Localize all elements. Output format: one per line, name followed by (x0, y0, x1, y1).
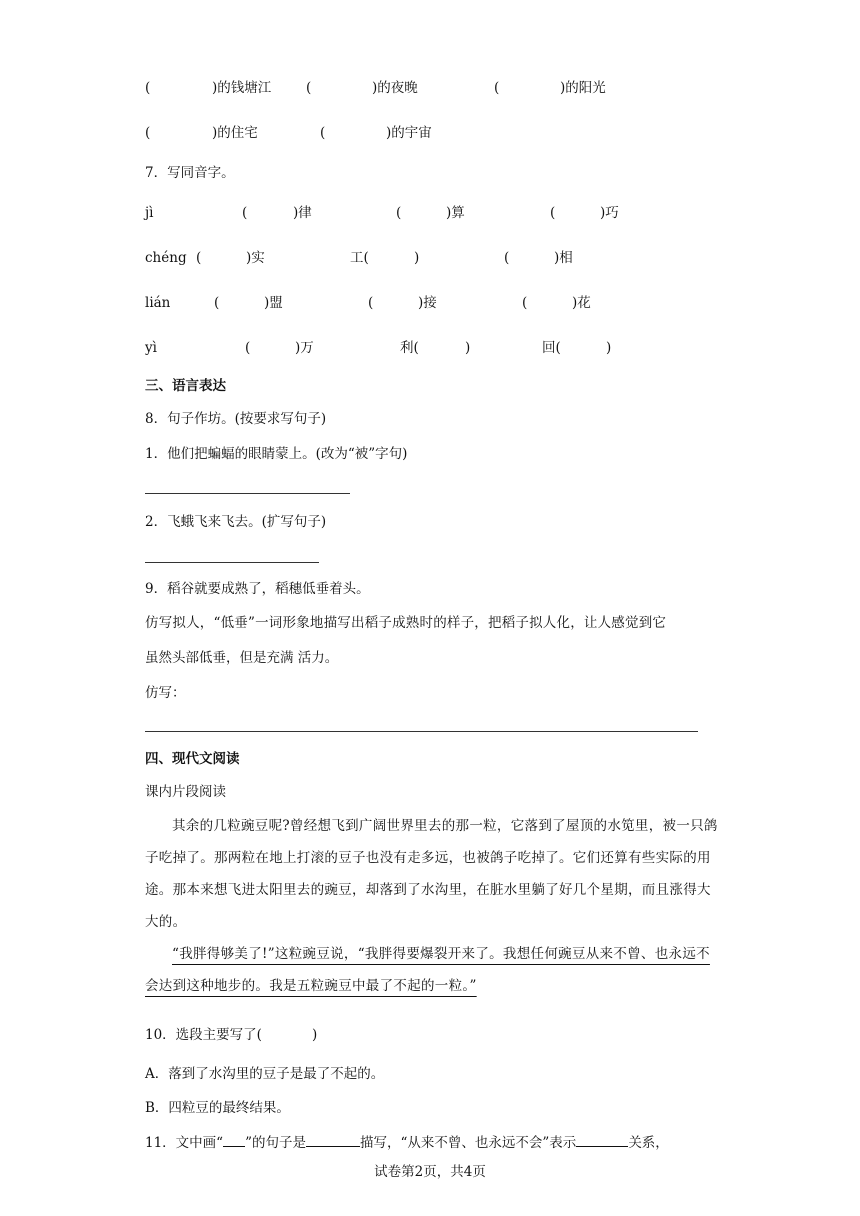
q7-item: )相 (554, 250, 573, 266)
fill-blank[interactable] (576, 1132, 628, 1147)
q7-title: 7．写同音字。 (145, 165, 235, 181)
reading-label: 课内片段阅读 (145, 784, 226, 800)
q7-item: )实 (246, 250, 265, 266)
paren-open: ( (306, 80, 312, 96)
option-a[interactable]: A．落到了水沟里的豆子是最了不起的。 (145, 1066, 385, 1082)
underline-sample (223, 1132, 245, 1147)
q6-item: )的宇宙 (386, 125, 432, 141)
q7-item: )万 (295, 340, 314, 356)
paren-open: ( (196, 250, 202, 266)
answer-line[interactable] (145, 493, 350, 494)
q6-item: )的夜晚 (372, 80, 418, 96)
reading-passage (145, 810, 720, 1002)
paren-open: ( (494, 80, 500, 96)
q8-title: 8．句子作坊。(按要求写句子) (145, 411, 327, 427)
q7-item: 利( (400, 340, 419, 356)
q6-item: )的钱塘江 (212, 80, 272, 96)
q9-title: 9．稻谷就要成熟了，稻穗低垂着头。 (145, 581, 370, 597)
fill-blank[interactable] (306, 1132, 360, 1147)
paren-open: ( (320, 125, 326, 141)
pinyin: jì (145, 205, 154, 221)
q9-description: 虽然头部低垂，但是充满 活力。 (145, 650, 339, 666)
pinyin: lián (145, 295, 171, 311)
q11-text: 11．文中画“ ”的句子是 描写，“从来不曾、也永远不会”表示 关系， (145, 1132, 669, 1153)
paren-open: ( (242, 205, 248, 221)
paren-close: ) (606, 340, 612, 356)
option-b[interactable]: B．四粒豆的最终结果。 (145, 1100, 290, 1116)
underlined-sentence: “我胖得够美了!”这粒豌豆说，“我胖得要爆裂开来了。我想任何豌豆从来不曾、也永远不会达到这种地步的。我是五粒豌豆中最了不起的一粒。” (145, 946, 710, 994)
paren-close: ) (414, 250, 420, 266)
section-heading-3: 三、语言表达 (145, 378, 226, 394)
pinyin: chéng (145, 250, 187, 266)
q8-sentence-2: 2．飞蛾飞来飞去。(扩写句子) (145, 514, 327, 530)
paren-open: ( (550, 205, 556, 221)
q7-item: )接 (418, 295, 437, 311)
q7-item: )算 (446, 205, 465, 221)
q6-item: )的住宅 (212, 125, 258, 141)
paren-open: ( (522, 295, 528, 311)
paren-close: ) (465, 340, 471, 356)
paren-open: ( (214, 295, 220, 311)
answer-line[interactable] (145, 562, 319, 563)
q7-item: )盟 (264, 295, 283, 311)
q7-item: 回( (542, 340, 561, 356)
paren-open: ( (396, 205, 402, 221)
paren-open: ( (145, 125, 151, 141)
paren-open: ( (245, 340, 251, 356)
paren-open: ( (145, 80, 151, 96)
q7-item: 工( (350, 250, 369, 266)
paren-open: ( (504, 250, 510, 266)
q10-title: 10．选段主要写了( ) (145, 1027, 318, 1043)
q9-description: 仿写拟人，“低垂”一词形象地描写出稻子成熟时的样子，把稻子拟人化，让人感觉到它 (145, 615, 667, 631)
q7-item: )花 (572, 295, 591, 311)
q6-item: )的阳光 (560, 80, 606, 96)
q7-item: )律 (293, 205, 312, 221)
q9-label: 仿写： (145, 685, 186, 701)
page-footer: 试卷第2页，共4页 (374, 1164, 486, 1180)
q8-sentence-1: 1．他们把蝙蝠的眼睛蒙上。(改为“被”字句) (145, 446, 408, 462)
section-heading-4: 四、现代文阅读 (145, 751, 240, 767)
q7-item: )巧 (600, 205, 619, 221)
paren-open: ( (368, 295, 374, 311)
answer-line[interactable] (145, 731, 698, 732)
pinyin: yì (145, 340, 157, 356)
passage-paragraph-1: 其余的几粒豌豆呢?曾经想飞到广阔世界里去的那一粒，它落到了屋顶的水笕里，被一只鸽子吃掉了。那两粒在地上打滚的豆子也没有走多远，也被鸽子吃掉了。它们还算有些实际的用途。那本来想飞进太阳里去的豌豆，却落到了水沟里，在脏水里躺了好几个星期，而且涨得大大的。 (145, 818, 718, 930)
